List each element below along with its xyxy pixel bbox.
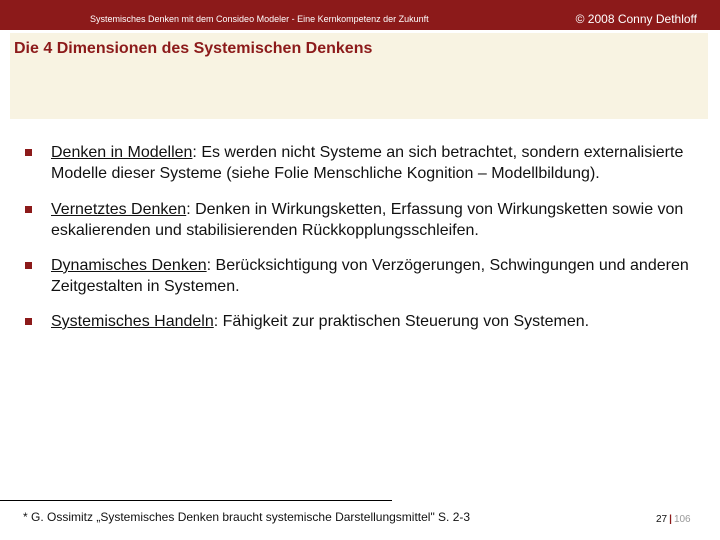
bullet-text: : Fähigkeit zur praktischen Steuerung von Systemen. <box>213 313 590 330</box>
square-bullet-icon <box>25 206 32 213</box>
bullet-term: Denken in Modellen <box>51 144 193 161</box>
bullet-list <box>24 142 704 332</box>
bullet-item <box>24 199 704 241</box>
bullet-term: Dynamisches Denken <box>51 257 207 274</box>
header-subtitle: Systemisches Denken mit dem Consideo Modeler - Eine Kernkompetenz der Zukunft <box>90 14 429 24</box>
bullet-item <box>24 311 704 332</box>
slide-title: Die 4 Dimensionen des Systemischen Denkens <box>14 40 373 57</box>
bullet-text: : Es werden nicht Systeme an sich betrachtet, sondern externalisierte Modelle dieser Systeme (siehe Folie Menschliche Kognition – Modellbildung). <box>51 144 684 182</box>
bullet-item <box>24 255 704 297</box>
page-separator: | <box>669 514 672 525</box>
square-bullet-icon <box>25 318 32 325</box>
bullet-item <box>24 142 704 184</box>
bullet-term: Systemisches Handeln <box>51 313 214 330</box>
bullet-term: Vernetztes Denken <box>51 201 187 218</box>
footnote-divider <box>0 500 392 501</box>
header-copyright: © 2008 Conny Dethloff <box>575 12 697 26</box>
square-bullet-icon <box>25 149 32 156</box>
bullet-text: : Denken in Wirkungsketten, Erfassung von Wirkungsketten sowie von eskalierenden und stabilisierenden Rückkopplungsschleifen. <box>51 201 684 239</box>
total-pages: 106 <box>673 514 691 525</box>
bullet-text: : Berücksichtigung von Verzögerungen, Schwingungen und anderen Zeitgestalten in Systemen. <box>51 257 689 295</box>
footnote: * G. Ossimitz „Systemisches Denken braucht systemische Darstellungsmittel" S. 2-3 <box>23 510 471 524</box>
square-bullet-icon <box>25 262 32 269</box>
current-page: 27 <box>656 514 668 525</box>
page-number <box>656 514 691 525</box>
